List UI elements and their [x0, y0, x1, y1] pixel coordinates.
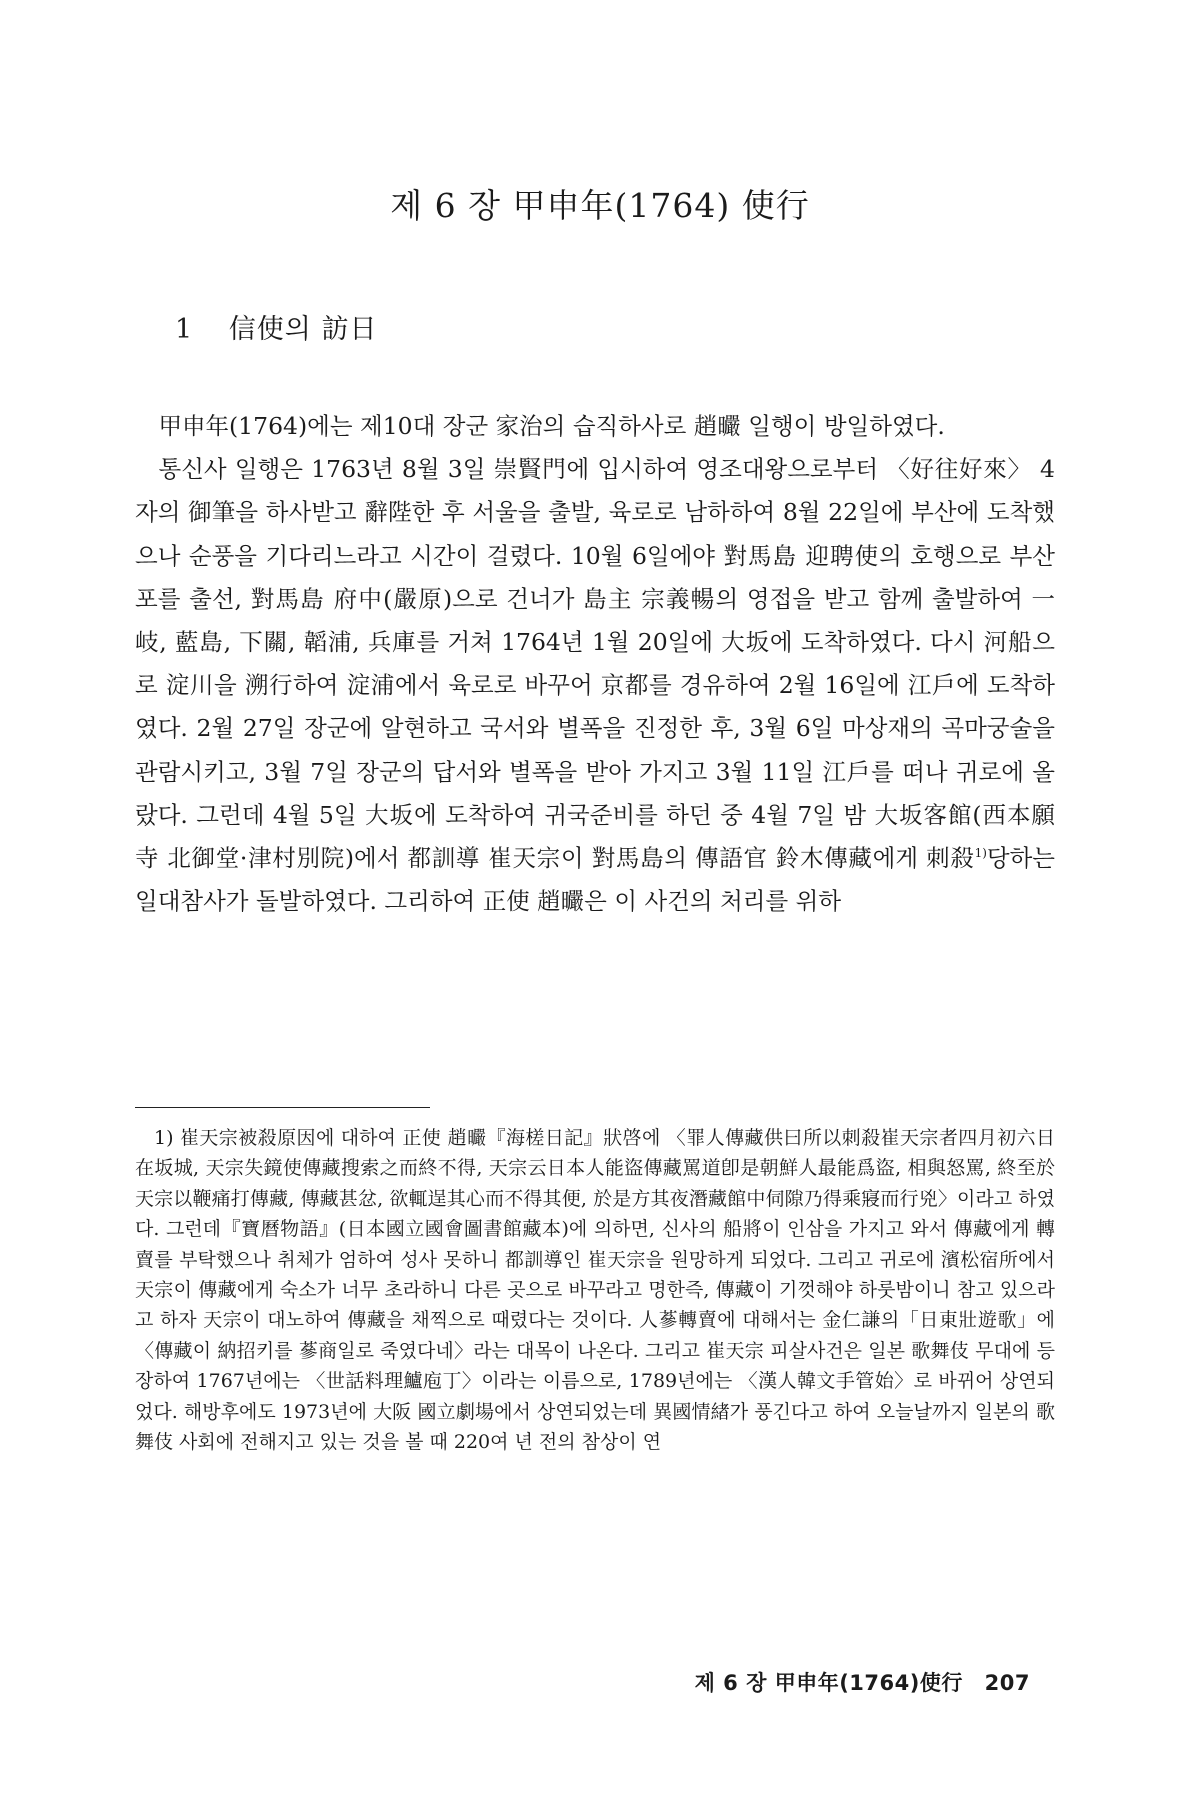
footnote-divider [135, 1107, 430, 1108]
body-paragraph-2-part-2: 당하는 일대참사가 돌발하였다. 그리하여 正使 趙曮은 이 사건의 처리를 위하 [135, 844, 1055, 916]
running-title: 제 6 장 甲申年(1764)使行 [694, 1671, 963, 1695]
section-title: 信使의 訪日 [228, 314, 378, 345]
body-paragraph-2 [135, 448, 1055, 923]
body-paragraph-1: 甲申年(1764)에는 제10대 장군 家治의 습직하사로 趙曮 일행이 방일하였다. [158, 412, 945, 440]
footnote-number: 1) [154, 1127, 174, 1149]
page-number: 207 [984, 1671, 1030, 1695]
footnote [135, 1123, 1055, 1457]
body-text [135, 405, 1055, 923]
running-footer [695, 1667, 1030, 1697]
section-number: 1 [175, 314, 194, 345]
footnote-text: 崔天宗被殺原因에 대하여 正使 趙曮『海槎日記』狀啓에 〈罪人傳藏供曰所以刺殺崔天宗者四月初六日在坂城, 天宗失鏡使傳藏搜索之而終不得, 天宗云日本人能盜傳藏罵道卽是朝鮮人最能爲盜, 相與怒罵, 終至於天宗以鞭痛打傳藏, 傳藏甚忿, 欲輒逞其心而不得其便, 於是方其夜潛藏館中伺隙乃得乘寢而行兇〉이라고 하였다. 그런데『寶曆物語』(日本國立國會圖書館藏本)에 의하면, 신사의 船將이 인삼을 가지고 와서 傳藏에게 轉賣를 부탁했으나 취체가 엄하여 성사 못하니 都訓導인 崔天宗을 원망하게 되었다. 그리고 귀로에 濱松宿所에서 天宗이 傳藏에게 숙소가 너무 초라하니 다른 곳으로 바꾸라고 명한즉, 傳藏이 기껏해야 하룻밤이니 참고 있으라고 하자 天宗이 대노하여 傳藏을 채찍으로 때렸다는 것이다. 人蔘轉賣에 대해서는 金仁謙의「日東壯遊歌」에 〈傳藏이 納招키를 蔘商일로 죽였다네〉라는 대목이 나온다. 그리고 崔天宗 피살사건은 일본 歌舞伎 무대에 등장하여 1767년에는 〈世話料理鱸庖丁〉이라는 이름으로, 1789년에는 〈漢人韓文手管始〉로 바뀌어 상연되었다. 해방후에도 1973년에 大阪 國立劇場에서 상연되었는데 異國情緖가 풍긴다고 하여 오늘날까지 일본의 歌舞伎 사회에 전해지고 있는 것을 볼 때 220여 년 전의 참상이 연 [135, 1127, 1055, 1454]
chapter-title: 제 6 장 甲申年(1764) 使行 [390, 186, 810, 225]
body-paragraph-2-part-1: 통신사 일행은 1763년 8월 3일 崇賢門에 입시하여 영조대왕으로부터 〈好往好來〉 4자의 御筆을 하사받고 辭陛한 후 서울을 출발, 육로로 남하하여 8월 22일에 부산에 도착했으나 순풍을 기다리느라고 시간이 걸렸다. 10월 6일에야 對馬島 迎聘使의 호행으로 부산포를 출선, 對馬島 府中(嚴原)으로 건너가 島主 宗義暢의 영접을 받고 함께 출발하여 一岐, 藍島, 下關, 韜浦, 兵庫를 거쳐 1764년 1월 20일에 大坂에 도착하였다. 다시 河船으로 淀川을 溯行하여 淀浦에서 육로로 바꾸어 京都를 경유하여 2월 16일에 江戶에 도착하였다. 2월 27일 장군에 알현하고 국서와 별폭을 진정한 후, 3월 6일 마상재의 곡마궁술을 관람시키고, 3월 7일 장군의 답서와 별폭을 받아 가지고 3월 11일 江戶를 떠나 귀로에 올랐다. 그런데 4월 5일 大坂에 도착하여 귀국준비를 하던 중 4월 7일 밤 大坂客館(西本願寺 北御堂·津村別院)에서 都訓導 崔天宗이 對馬島의 傳語官 鈴木傳藏에게 刺殺 [135, 455, 1055, 873]
section-heading [175, 307, 377, 346]
footnote-reference[interactable]: 1) [974, 846, 987, 861]
